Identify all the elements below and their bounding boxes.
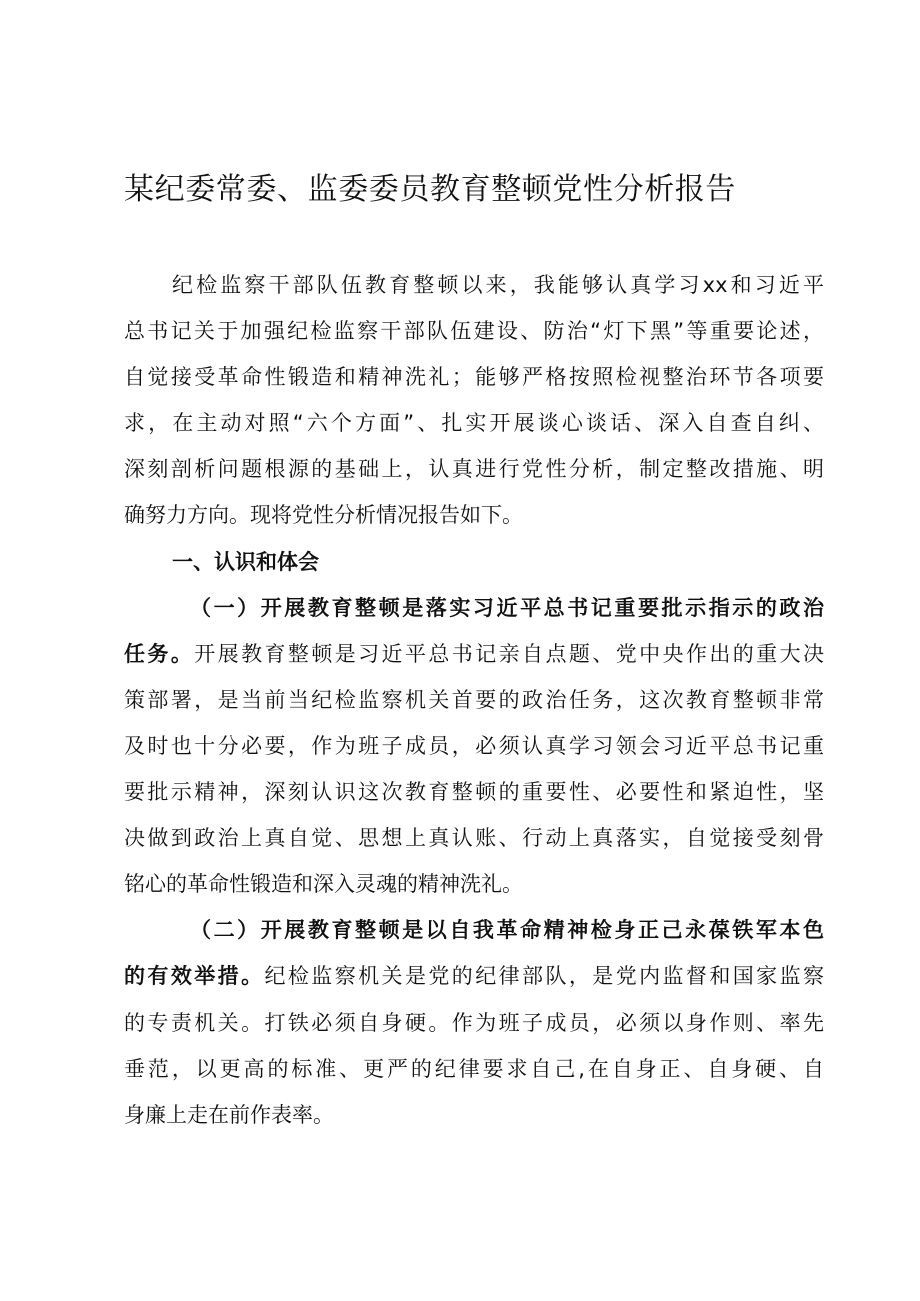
intro-line: 自觉接受革命性锻造和精神洗礼；能够严格按照检视整治环节各项要 [124, 365, 824, 390]
subsection-text: 开展教育整顿是习近平总书记亲自点题、党中央作出的重大决 [194, 641, 825, 666]
subsection-line: 决做到政治上真自觉、思想上真认账、行动上真落实，自觉接受刻骨 [124, 826, 824, 851]
subsection-line: 策部署，是当前当纪检监察机关首要的政治任务，这次教育整顿非常 [124, 687, 824, 712]
intro-line: 纪检监察干部队伍教育整顿以来，我能够认真学习xx和习近平 [172, 273, 824, 297]
subsection-line: 的专责机关。打铁必须自身硬。作为班子成员，必须以身作则、率先 [124, 1010, 824, 1035]
subsection-heading-tail: 任务。 [124, 641, 195, 666]
document-body [124, 262, 824, 1138]
intro-line: 深刻剖析问题根源的基础上，认真进行党性分析，制定整改措施、明 [124, 457, 824, 482]
document-title: 某纪委常委、监委委员教育整顿党性分析报告 [124, 172, 736, 207]
subsection-heading-tail: 的有效举措。 [124, 964, 265, 989]
subsection-line: 要批示精神，深刻认识这次教育整顿的重要性、必要性和紧迫性，坚 [124, 780, 824, 805]
subsection-text: 纪检监察机关是党的纪律部队，是党内监督和国家监察 [264, 964, 824, 989]
subsection-line: 铭心的革命性锻造和深入灵魂的精神洗礼。 [124, 872, 523, 897]
subsection-heading: （一）开展教育整顿是落实习近平总书记重要批示指示的政治 [190, 595, 824, 620]
intro-line: 总书记关于加强纪检监察干部队伍建设、防治“灯下黑”等重要论述， [124, 319, 824, 344]
section-heading: 一、认识和体会 [172, 549, 319, 574]
subsection-line [124, 631, 824, 677]
intro-line: 求，在主动对照“六个方面”、扎实开展谈心谈话、深入自查自纠、 [124, 411, 824, 436]
subsection-line: 垂范，以更高的标准、更严的纪律要求自己,在自身正、自身硬、自 [124, 1056, 824, 1081]
subsection-heading: （二）开展教育整顿是以自我革命精神检身正己永葆铁军本色 [190, 918, 824, 943]
subsection-line: 身廉上走在前作表率。 [124, 1102, 334, 1127]
subsection-line: 及时也十分必要，作为班子成员，必须认真学习领会习近平总书记重 [124, 733, 824, 758]
intro-line: 确努力方向。现将党性分析情况报告如下。 [124, 503, 523, 528]
subsection-line [124, 953, 824, 999]
